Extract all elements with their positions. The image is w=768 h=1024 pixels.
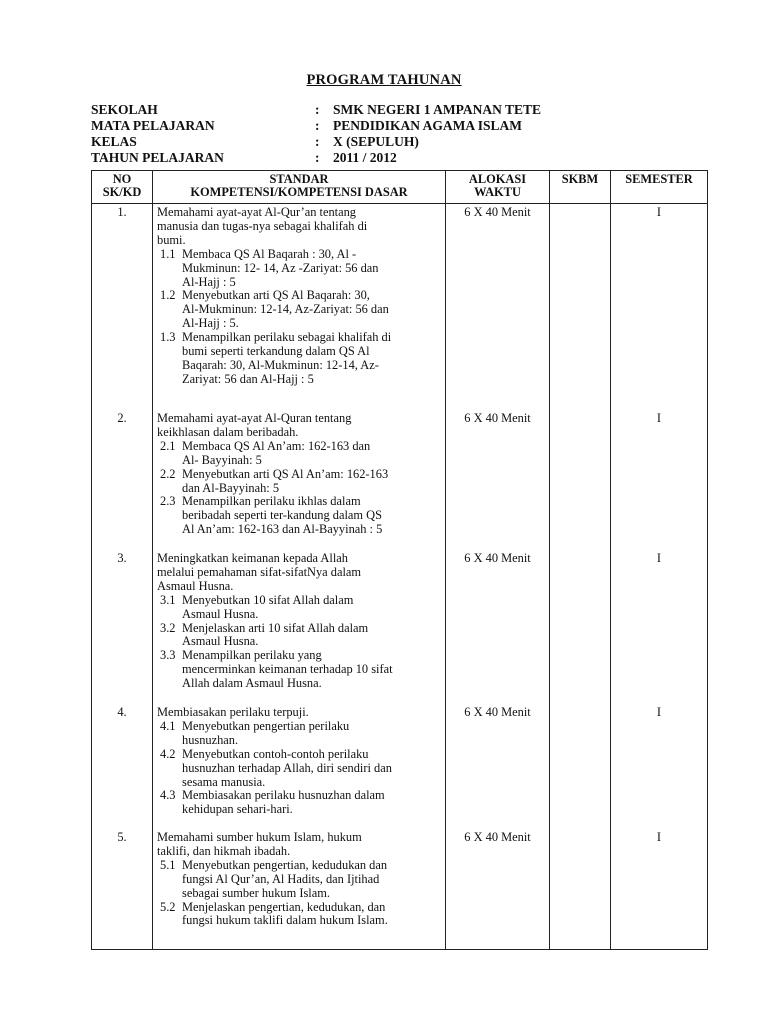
text-line: Zariyat: 56 dan Al-Hajj : 5 (182, 371, 314, 386)
kompetensi-dasar-item (153, 331, 445, 387)
text-line: Al-Hajj : 5. (182, 316, 239, 331)
kompetensi-dasar-item (153, 495, 445, 537)
kd-text (182, 468, 442, 496)
text-line: bumi. (157, 232, 186, 247)
text-line: mencerminkan keimanan terhadap 10 sifat (182, 662, 393, 677)
row-number: 1. (117, 205, 127, 219)
header-semester (611, 171, 708, 204)
aw-column-content (446, 204, 549, 949)
info-colon: : (315, 118, 320, 133)
kd-text (182, 331, 442, 387)
info-row-kelas (91, 134, 691, 150)
row-number: 3. (117, 551, 127, 565)
text-line: husnuzhan terhadap Allah, diri sendiri dan (182, 760, 392, 775)
column-no (92, 204, 153, 950)
kompetensi-dasar-item (153, 622, 445, 650)
info-label: KELAS (91, 134, 137, 149)
kd-number: 4.2 (160, 746, 176, 761)
text-line: dan Al-Bayyinah: 5 (182, 480, 280, 495)
competency-entry (153, 412, 445, 537)
text-line: sebagai sumber hukum Islam. (182, 885, 330, 900)
info-value: PENDIDIKAN AGAMA ISLAM (333, 118, 523, 133)
row-number: 4. (117, 705, 127, 719)
text-line: Menjelaskan pengertian, kedudukan, dan (182, 899, 386, 914)
column-semester (611, 204, 708, 950)
column-skbm (550, 204, 611, 950)
text-line: melalui pemahaman sifat-sifatNya dalam (157, 564, 362, 579)
kompetensi-dasar-item (153, 748, 445, 790)
skbm-column-content (550, 204, 610, 949)
header-alokasi-waktu (446, 171, 550, 204)
kd-text (182, 622, 442, 650)
kd-number: 1.1 (160, 246, 176, 261)
text-line: Menyebutkan pengertian, kedudukan dan (182, 857, 388, 872)
standar-kompetensi-text (153, 552, 445, 594)
semester-value: I (656, 705, 662, 719)
info-row-mata-pelajaran (91, 118, 691, 134)
text-line: Menyebutkan contoh-contoh perilaku (182, 746, 369, 761)
semester-value: I (656, 551, 662, 565)
kd-number: 2.3 (160, 494, 176, 509)
text-line: Memahami ayat-ayat Al-Qur’an tentang (157, 205, 356, 219)
info-value: X (SEPULUH) (333, 134, 419, 149)
kompetensi-dasar-item (153, 649, 445, 691)
kd-text (182, 594, 442, 622)
kd-number: 3.3 (160, 648, 176, 663)
standar-kompetensi-text (153, 831, 445, 859)
kompetensi-dasar-item (153, 901, 445, 929)
kd-text (182, 748, 442, 790)
competency-entry (153, 706, 445, 817)
sk-column-content (153, 204, 445, 949)
text-line: fungsi Al Qur’an, Al Hadits, dan Ijtihad (182, 871, 380, 886)
text-line: fungsi hukum taklifi dalam hukum Islam. (182, 913, 388, 928)
standar-kompetensi-text (153, 206, 445, 248)
kd-number: 3.2 (160, 620, 176, 635)
info-colon: : (315, 134, 320, 149)
text-line: kehidupan sehari-hari. (182, 802, 293, 817)
page-title: PROGRAM TAHUNAN (306, 72, 462, 88)
text-line: Membiasakan perilaku husnuzhan dalam (182, 788, 385, 803)
kd-number: 3.1 (160, 592, 176, 607)
info-label: TAHUN PELAJARAN (91, 150, 224, 165)
text-line: Al-Hajj : 5 (182, 274, 236, 289)
header-text: SKBM (561, 172, 599, 186)
header-no-sk-kd (92, 171, 153, 204)
standar-kompetensi-text (153, 412, 445, 440)
header-text: SEMESTER (625, 172, 693, 186)
kd-text (182, 440, 442, 468)
program-table (91, 170, 708, 950)
kd-number: 5.1 (160, 857, 176, 872)
kd-number: 4.1 (160, 718, 176, 733)
info-block (91, 102, 691, 166)
info-row-sekolah (91, 102, 691, 118)
kd-number: 1.2 (160, 288, 176, 303)
column-standar-kompetensi (153, 204, 446, 950)
alokasi-waktu-value: 6 X 40 Menit (464, 205, 531, 219)
text-line: Menyebutkan 10 sifat Allah dalam (182, 592, 354, 607)
header-text: NO (112, 172, 132, 186)
text-line: Menjelaskan arti 10 sifat Allah dalam (182, 620, 369, 635)
text-line: bumi seperti terkandung dalam QS Al (182, 344, 370, 359)
text-line: manusia dan tugas-nya sebagai khalifah di (157, 218, 368, 233)
kd-text (182, 248, 442, 290)
kd-text (182, 495, 442, 537)
header-text: SK/KD (102, 185, 142, 199)
text-line: Membaca QS Al An’am: 162-163 dan (182, 438, 371, 453)
text-line: Menyebutkan arti QS Al Baqarah: 30, (182, 288, 370, 303)
kd-number: 4.3 (160, 788, 176, 803)
text-line: Menampilkan perilaku ikhlas dalam (182, 494, 361, 509)
no-column-content (92, 204, 152, 949)
info-label: MATA PELAJARAN (91, 118, 215, 133)
header-text: KOMPETENSI/KOMPETENSI DASAR (190, 185, 408, 199)
kompetensi-dasar-item (153, 248, 445, 290)
alokasi-waktu-value: 6 X 40 Menit (464, 705, 531, 719)
row-number: 2. (117, 411, 127, 425)
alokasi-waktu-value: 6 X 40 Menit (464, 411, 531, 425)
text-line: sesama manusia. (182, 774, 266, 789)
kd-text (182, 649, 442, 691)
semester-value: I (656, 205, 662, 219)
alokasi-waktu-value: 6 X 40 Menit (464, 830, 531, 844)
semester-column-content (611, 204, 707, 949)
table-header-row (92, 171, 708, 204)
text-line: Menyebutkan pengertian perilaku (182, 718, 350, 733)
header-text: WAKTU (474, 185, 521, 199)
competency-entry (153, 552, 445, 691)
kompetensi-dasar-item (153, 859, 445, 901)
text-line: Menyebutkan arti QS Al An’am: 162-163 (182, 466, 389, 481)
text-line: Meningkatkan keimanan kepada Allah (157, 551, 348, 565)
text-line: Menampilkan perilaku sebagai khalifah di (182, 330, 392, 345)
info-row-tahun-pelajaran (91, 150, 691, 166)
header-standar-kompetensi (153, 171, 446, 204)
text-line: taklifi, dan hikmah ibadah. (157, 843, 291, 858)
text-line: Al- Bayyinah: 5 (182, 452, 262, 467)
text-line: Baqarah: 30, Al-Mukminun: 12-14, Az- (182, 357, 379, 372)
competency-entry (153, 831, 445, 928)
text-line: Asmaul Husna. (182, 634, 259, 649)
text-line: Membiasakan perilaku terpuji. (157, 705, 309, 719)
info-value: 2011 / 2012 (333, 150, 397, 165)
info-value: SMK NEGERI 1 AMPANAN TETE (333, 102, 542, 117)
info-colon: : (315, 102, 320, 117)
text-line: Mukminun: 12- 14, Az -Zariyat: 56 dan (182, 260, 379, 275)
kompetensi-dasar-item (153, 289, 445, 331)
kd-text (182, 789, 442, 817)
standar-kompetensi-text (153, 706, 445, 720)
text-line: keikhlasan dalam beribadah. (157, 424, 299, 439)
kompetensi-dasar-item (153, 789, 445, 817)
table-body-row (92, 204, 708, 950)
text-line: Memahami ayat-ayat Al-Quran tentang (157, 411, 352, 425)
kd-number: 1.3 (160, 330, 176, 345)
info-label: SEKOLAH (91, 102, 158, 117)
text-line: Membaca QS Al Baqarah : 30, Al - (182, 246, 357, 261)
semester-value: I (656, 830, 662, 844)
kompetensi-dasar-item (153, 468, 445, 496)
semester-value: I (656, 411, 662, 425)
kompetensi-dasar-item (153, 720, 445, 748)
kd-number: 5.2 (160, 899, 176, 914)
kd-number: 2.1 (160, 438, 176, 453)
kd-text (182, 289, 442, 331)
text-line: Asmaul Husna. (157, 578, 234, 593)
competency-entry (153, 206, 445, 387)
text-line: Al An’am: 162-163 dan Al-Bayyinah : 5 (182, 522, 383, 537)
text-line: Allah dalam Asmaul Husna. (182, 676, 322, 691)
text-line: beribadah seperti ter-kandung dalam QS (182, 508, 382, 523)
kompetensi-dasar-item (153, 440, 445, 468)
text-line: husnuzhan. (182, 732, 239, 747)
kd-text (182, 859, 442, 901)
kompetensi-dasar-item (153, 594, 445, 622)
text-line: Menampilkan perilaku yang (182, 648, 322, 663)
text-line: Asmaul Husna. (182, 606, 259, 621)
text-line: Al-Mukminun: 12-14, Az-Zariyat: 56 dan (182, 302, 389, 317)
header-text: STANDAR (269, 172, 329, 186)
header-text: ALOKASI (468, 172, 527, 186)
header-skbm (550, 171, 611, 204)
row-number: 5. (117, 830, 127, 844)
kd-text (182, 901, 442, 929)
text-line: Memahami sumber hukum Islam, hukum (157, 830, 362, 844)
kd-text (182, 720, 442, 748)
kd-number: 2.2 (160, 466, 176, 481)
alokasi-waktu-value: 6 X 40 Menit (464, 551, 531, 565)
info-colon: : (315, 150, 320, 165)
column-alokasi-waktu (446, 204, 550, 950)
